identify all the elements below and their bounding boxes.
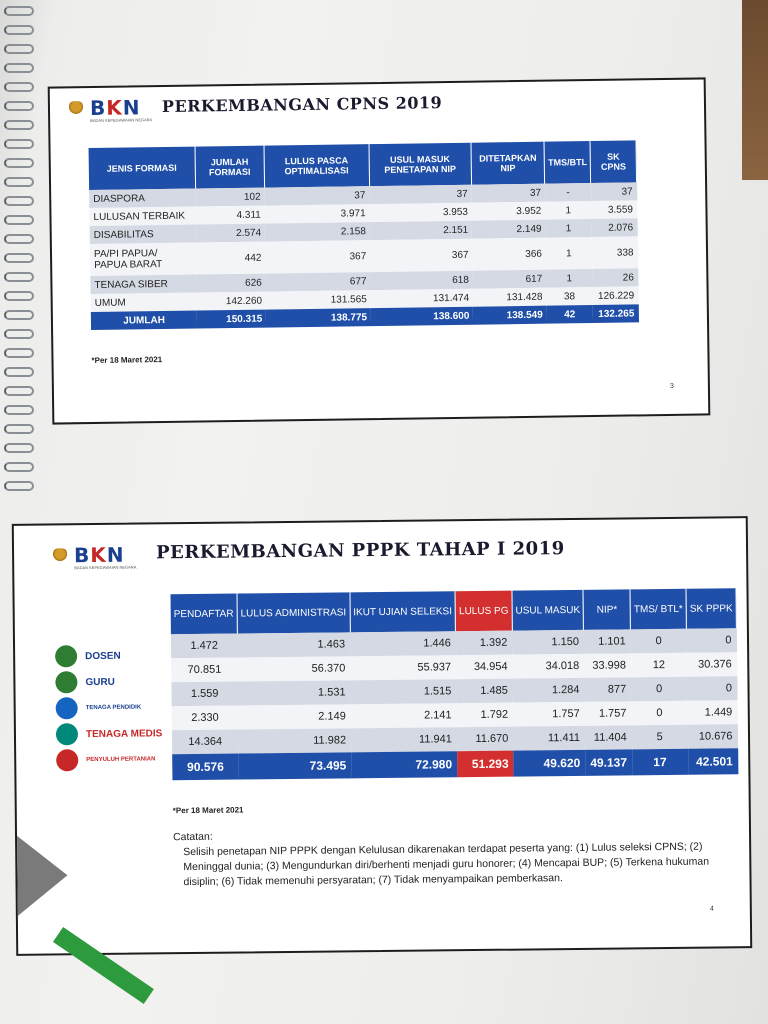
- table-cell: 131.565: [266, 290, 371, 309]
- column-header: LULUS ADMINISTRASI: [237, 592, 350, 633]
- table-cell: 10.676: [688, 724, 738, 749]
- spiral-ring: [4, 120, 34, 130]
- bkn-logo-subtitle: BADAN KEPEGAWAIAN NEGARA: [74, 564, 137, 571]
- table-cell: 3.971: [265, 204, 370, 223]
- spiral-ring: [4, 291, 34, 301]
- table-cell: 0: [687, 628, 737, 653]
- table-cell: 102: [195, 188, 264, 207]
- table-cell: -: [545, 183, 591, 202]
- slide-title: PERKEMBANGAN CPNS 2019: [161, 93, 443, 117]
- penyuluh-pertanian-icon: [56, 749, 78, 771]
- total-cell: 73.495: [239, 752, 352, 779]
- bkn-logo: [66, 95, 153, 124]
- table-cell: 442: [196, 242, 266, 275]
- table-cell: 5: [632, 725, 688, 750]
- table-cell: 366: [472, 238, 546, 271]
- table-cell: 11.670: [457, 727, 514, 752]
- table-cell: 70.851: [171, 658, 238, 683]
- table-cell: 0: [631, 629, 687, 654]
- bkn-logo-text: BKN: [73, 542, 125, 568]
- spiral-ring: [4, 481, 34, 491]
- row-label: PA/PI PAPUA/ PAPUA BARAT: [90, 243, 197, 276]
- table-cell: 1: [546, 269, 592, 288]
- spiral-ring: [4, 25, 34, 35]
- table-cell: 1.792: [456, 703, 513, 728]
- category-label: GURU: [85, 676, 115, 688]
- table-cell: 3.952: [472, 202, 546, 221]
- catatan-body: Selisih penetapan NIP PPPK dengan Kelulusan dikarenakan terdapat peserta yang: (1) Lulus seleksi CPNS; (2) Meninggal dunia; (3) Mengundurkan diri/berhenti menjadi guru honorer; (4) Mencapai BUP; (5) Terkena hukuman disiplin; (6) Tidak memenuhi persyaratan; (7) Tidak menyampaikan pemberkasan.: [183, 840, 710, 889]
- bkn-logo: [50, 542, 137, 571]
- table-cell: 338: [592, 236, 638, 269]
- table-cell: 1.531: [238, 680, 351, 705]
- table-cell: 14.364: [172, 730, 239, 755]
- spiral-ring: [4, 234, 34, 244]
- spiral-ring: [4, 272, 34, 282]
- table-cell: 0: [687, 676, 737, 701]
- total-cell: 138.600: [371, 307, 474, 326]
- table-cell: 677: [266, 272, 371, 291]
- table-cell: 1.757: [585, 701, 632, 725]
- tenaga-pendidik-icon: [56, 697, 78, 719]
- row-label: UMUM: [91, 293, 197, 312]
- table-cell: 2.076: [591, 218, 637, 237]
- table-cell: 37: [591, 182, 637, 201]
- catatan-notes: [173, 824, 734, 890]
- table-cell: 3.953: [369, 203, 472, 222]
- column-header: USUL MASUK: [512, 590, 584, 631]
- category-label: DOSEN: [85, 650, 121, 662]
- bkn-logo-text: BKN: [89, 95, 141, 121]
- spiral-ring: [4, 215, 34, 225]
- spiral-ring: [4, 44, 34, 54]
- bkn-logo-subtitle: BADAN KEPEGAWAIAN NEGARA: [90, 117, 153, 124]
- category-label: TENAGA PENDIDIK: [85, 704, 142, 712]
- column-header: DITETAPKAN NIP: [471, 142, 545, 185]
- table-cell: 4.311: [196, 206, 265, 225]
- column-header: LULUS PG: [455, 591, 512, 632]
- page-number: 3: [669, 382, 674, 390]
- table-cell: 1.485: [456, 679, 513, 704]
- guru-icon: [55, 671, 77, 693]
- spiral-ring: [4, 424, 34, 434]
- table-cell: 1.757: [513, 702, 585, 727]
- spiral-ring: [4, 82, 34, 92]
- garuda-icon: [50, 546, 70, 564]
- total-cell: 90.576: [172, 754, 239, 781]
- column-header: NIP*: [583, 589, 630, 629]
- table-cell: 877: [584, 677, 631, 701]
- table-cell: 2.158: [265, 222, 370, 241]
- table-cell: 12: [631, 653, 687, 678]
- tenaga-medis-icon: [56, 723, 78, 745]
- column-header: PENDAFTAR: [171, 594, 238, 635]
- table-cell: 1.463: [237, 632, 350, 657]
- spiral-ring: [4, 177, 34, 187]
- table-cell: 3.559: [591, 200, 637, 219]
- table-cell: 38: [546, 287, 592, 306]
- table-cell: 11.411: [513, 726, 585, 751]
- table-cell: 1: [546, 237, 592, 270]
- table-cell: 26: [592, 268, 638, 287]
- row-label: LULUSAN TERBAIK: [89, 207, 195, 226]
- table-cell: 2.574: [196, 224, 265, 243]
- spiral-ring: [4, 348, 34, 358]
- total-cell: 49.137: [585, 749, 632, 775]
- table-cell: 1.515: [350, 679, 456, 704]
- cpns-table: [89, 140, 639, 330]
- table-cell: 11.404: [585, 725, 632, 749]
- table-cell: 34.018: [512, 654, 584, 679]
- table-cell: 1.150: [512, 630, 584, 655]
- total-cell: 49.620: [513, 750, 585, 777]
- table-cell: 37: [264, 186, 369, 205]
- column-header: IKUT UJIAN SELEKSI: [349, 591, 455, 632]
- spiral-ring: [4, 63, 34, 73]
- total-cell: 42.501: [688, 748, 738, 775]
- category-label: TENAGA MEDIS: [85, 727, 163, 740]
- table-cell: 131.474: [371, 289, 474, 308]
- table-cell: 2.141: [351, 703, 457, 728]
- total-cell: 132.265: [593, 304, 639, 323]
- table-cell: 367: [370, 239, 473, 272]
- column-header: JENIS FORMASI: [89, 147, 196, 190]
- table-cell: 626: [197, 274, 266, 293]
- table-cell: 618: [370, 271, 473, 290]
- column-header: SK CPNS: [590, 140, 636, 183]
- table-cell: 1.446: [350, 631, 456, 656]
- table-cell: 1: [545, 219, 591, 238]
- total-row: [172, 748, 738, 780]
- category-item: [55, 645, 121, 668]
- spiral-ring: [4, 386, 34, 396]
- table-cell: 0: [631, 677, 687, 702]
- table-cell: 1.472: [171, 634, 238, 659]
- total-cell: 17: [632, 749, 688, 776]
- total-cell: 42: [547, 305, 593, 324]
- table-cell: 0: [631, 701, 687, 726]
- table-cell: 37: [369, 185, 472, 204]
- spiral-ring: [4, 405, 34, 415]
- spiral-ring: [4, 158, 34, 168]
- category-item: [56, 748, 155, 771]
- page-number: 4: [709, 905, 714, 913]
- garuda-icon: [66, 99, 86, 117]
- table-cell: 11.941: [351, 727, 457, 752]
- category-item: [55, 671, 115, 694]
- spiral-ring: [4, 101, 34, 111]
- table-cell: 30.376: [687, 652, 737, 677]
- table-cell: 1.284: [513, 678, 585, 703]
- spiral-ring: [4, 196, 34, 206]
- table-cell: 1.559: [171, 682, 238, 707]
- total-cell: 138.775: [266, 308, 371, 327]
- spiral-ring: [4, 329, 34, 339]
- table-cell: 55.937: [350, 655, 456, 680]
- column-header: SK PPPK: [686, 588, 736, 629]
- slide-pppk: [12, 516, 752, 956]
- total-cell: 138.549: [473, 306, 547, 325]
- category-item: [56, 722, 163, 745]
- catatan-title: Catatan:: [172, 830, 213, 844]
- column-header: TMS/BTL: [544, 141, 591, 184]
- table-header-row: [171, 588, 737, 634]
- table-cell: 1.449: [687, 700, 737, 725]
- pppk-table: [171, 588, 739, 780]
- table-cell: 37: [472, 184, 546, 203]
- spiral-ring: [4, 6, 34, 16]
- table-cell: 617: [473, 270, 547, 289]
- column-header: TMS/ BTL*: [630, 589, 686, 630]
- spiral-ring: [4, 253, 34, 263]
- category-item: [56, 697, 142, 720]
- spiral-binding: [0, 0, 40, 520]
- total-label: JUMLAH: [91, 311, 197, 330]
- slide-cpns: [48, 77, 711, 424]
- total-cell: 150.315: [197, 310, 266, 329]
- spiral-ring: [4, 462, 34, 472]
- total-cell: 51.293: [457, 751, 514, 778]
- decorative-gray-triangle: [17, 835, 68, 916]
- spiral-ring: [4, 443, 34, 453]
- spiral-ring: [4, 367, 34, 377]
- column-header: LULUS PASCA OPTIMALISASI: [264, 144, 369, 187]
- spiral-ring: [4, 139, 34, 149]
- table-cell: 2.330: [172, 706, 239, 731]
- table-cell: 1.101: [584, 629, 631, 653]
- table-cell: 1: [545, 201, 591, 220]
- table-cell: 142.260: [197, 292, 266, 311]
- table-cell: 33.998: [584, 653, 631, 677]
- category-label: PENYULUH PERTANIAN: [86, 756, 156, 764]
- dosen-icon: [55, 645, 77, 667]
- table-cell: 2.151: [370, 221, 473, 240]
- column-header: USUL MASUK PENETAPAN NIP: [369, 143, 472, 186]
- slide-title: PERKEMBANGAN PPPK TAHAP I 2019: [155, 538, 565, 564]
- table-cell: 2.149: [472, 220, 546, 239]
- footnote: *Per 18 Maret 2021: [172, 805, 244, 816]
- row-label: DIASPORA: [89, 189, 195, 208]
- table-cell: 56.370: [238, 656, 351, 681]
- row-label: DISABILITAS: [90, 225, 196, 244]
- table-cell: 34.954: [456, 655, 513, 680]
- total-cell: 72.980: [351, 751, 457, 778]
- table-cell: 11.982: [238, 728, 351, 753]
- footnote: *Per 18 Maret 2021: [91, 355, 163, 366]
- table-cell: 1.392: [456, 631, 513, 656]
- spiral-ring: [4, 310, 34, 320]
- row-label: TENAGA SIBER: [90, 275, 196, 294]
- table-cell: 2.149: [238, 704, 351, 729]
- table-cell: 131.428: [473, 288, 547, 307]
- desk-edge: [742, 0, 768, 180]
- table-cell: 367: [265, 240, 370, 273]
- table-cell: 126.229: [592, 286, 638, 305]
- column-header: JUMLAH FORMASI: [195, 146, 265, 189]
